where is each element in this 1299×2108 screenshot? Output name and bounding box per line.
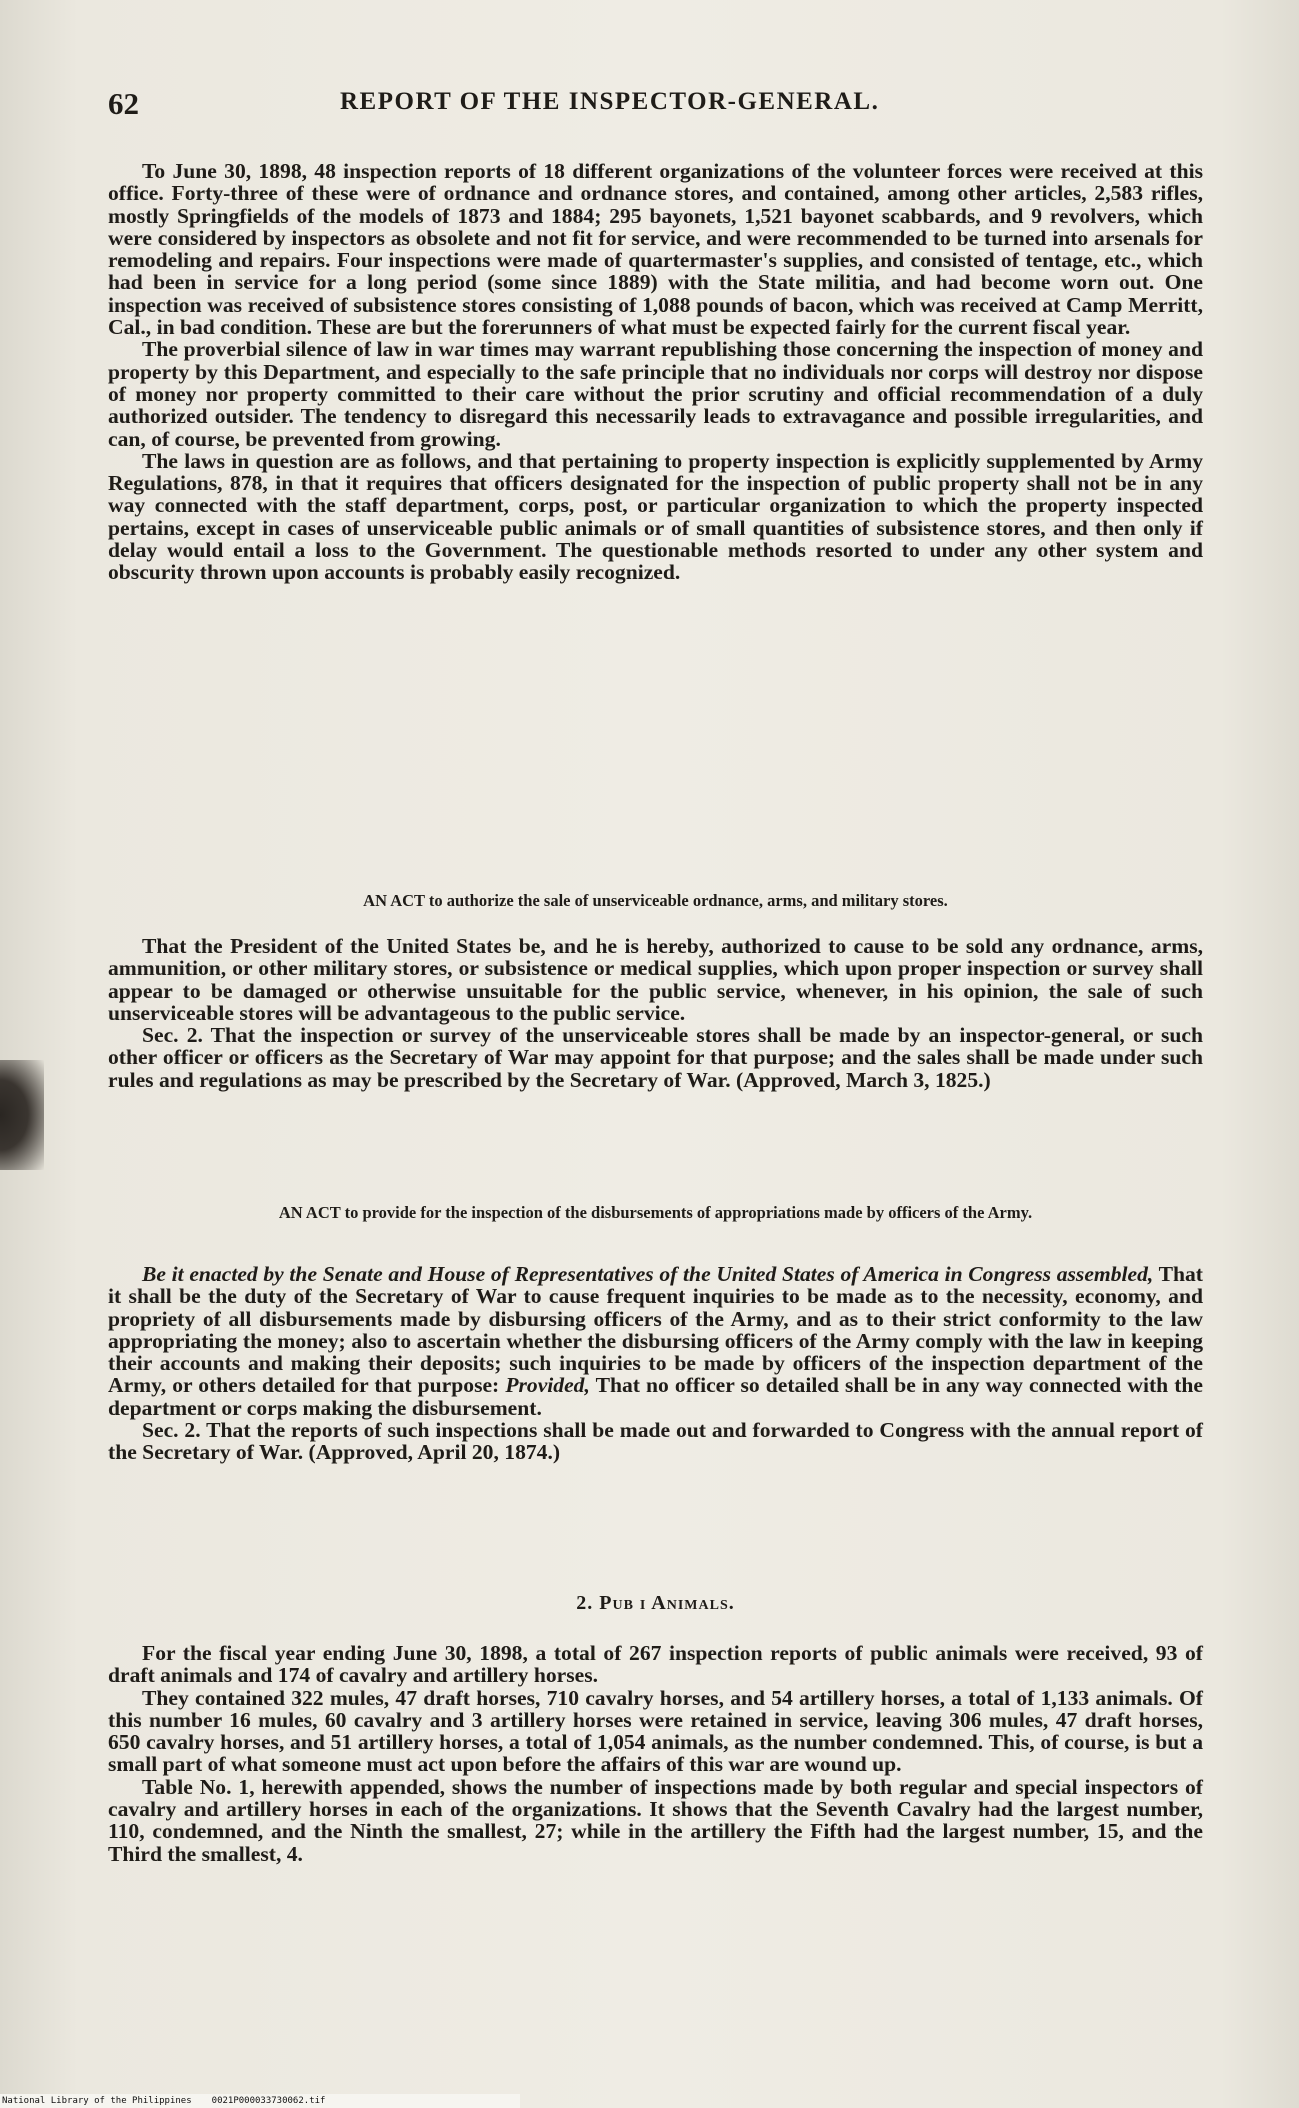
act-1-text <box>108 935 1203 1091</box>
act-2-text <box>108 1263 1203 1464</box>
binding-shadow <box>0 1060 44 1170</box>
act-1-section-1: That the President of the United States be, and he is hereby, authorized to cause to be sold any ordnance, arms, ammunition, or other military stores, or subsistence or medical supplies, which upon proper inspection or survey shall appear to be damaged or otherwise unsuitable for the public service, whenever, in his opinion, the sale of such unserviceable stores will be advantageous to the public service. <box>108 934 1203 1025</box>
act-1-title-block <box>108 891 1203 910</box>
footer-library: National Library of the Philippines <box>2 2096 192 2106</box>
enacting-clause: Be it enacted by the Senate and House of Representatives of the United States of America in Congress assembled, <box>142 1262 1154 1286</box>
paragraph-volunteer-reports: To June 30, 1898, 48 inspection reports of 18 different organizations of the volunteer forces were received at this office. Forty-three of these were of ordnance and ordnance stores, and contained, among other articles, 2,583 rifles, mostly Springfields of the models of 1873 and 1884; 295 bayonets, 1,521 bayonet scabbards, and 9 revolvers, which were considered by inspectors as obsolete and not fit for service, and were recommended to be turned into arsenals for remodeling and repairs. Four inspections were made of quartermaster's supplies, and consisted of tentage, etc., which had been in service for a long period (some since 1889) with the State militia, and had become worn out. One inspection was received of subsistence stores consisting of 1,088 pounds of bacon, which was received at Camp Merritt, Cal., in bad condition. These are but the forerunners of what must be expected fairly for the current fiscal year. <box>108 159 1203 340</box>
paragraph-animal-counts: They contained 322 mules, 47 draft horses, 710 cavalry horses, and 54 artillery horses, a total of 1,133 animals. Of this number 16 mules, 60 cavalry and 3 artillery horses were retained in service, leaving 306 mules, 47 draft horses, 650 cavalry horses, and 51 artillery horses, a total of 1,054 animals, as the number condemned. This, of course, is but a small part of what someone must act upon before the affairs of this war are wound up. <box>108 1685 1203 1777</box>
provided-word: Provided, <box>505 1373 590 1398</box>
paragraph-laws-in-question: The laws in question are as follows, and that pertaining to property inspection is explicitly supplemented by Army Regulations, 878, in that it requires that officers designated for the inspection of public property shall not be in any way connected with the staff department, corps, post, or particular organization to which the property inspected pertains, except in cases of unserviceable public animals or of small quantities of subsistence stores, and then only if delay would entail a loss to the Government. The questionable methods resorted to under any other system and obscurity thrown upon accounts is probably easily recognized. <box>108 448 1203 585</box>
act-2-title-block <box>108 1203 1203 1222</box>
act-2-section-1-text-b: That no officer so detailed shall be in any way connected with the department or corps making the disbursement. <box>108 1373 1203 1420</box>
footer-file: 0021P000033730062.tif <box>211 2096 326 2106</box>
paragraph-silence-of-law: The proverbial silence of law in war times may warrant republishing those concerning the inspection of money and property by this Department, and especially to the safe principle that no individuals nor corps will destroy nor dispose of money nor property committed to their care without the prior scrutiny and official recommendation of a duly authorized outsider. The tendency to disregard this necessarily leads to extravagance and possible irregularities, and can, of course, be prevented from growing. <box>108 337 1203 451</box>
act-2-section-1 <box>108 1263 1203 1419</box>
act-2-section-1-text-a: That it shall be the duty of the Secretary of War to cause frequent inquiries to be made as to the necessity, economy, and propriety of all disbursements made by disbursing officers of the Army, and as to their strict conformity to the law appropriating the money; also to ascertain whether the disbursing officers of the Army comply with the law in keeping their accounts and making their deposits; such inquiries to be made by officers of the inspection department of the Army, or others detailed for that purpose: <box>108 1262 1203 1398</box>
page-header <box>108 86 1203 126</box>
paragraph-table-no-1: Table No. 1, herewith appended, shows the number of inspections made by both regular and special inspectors of cavalry and artillery horses in each of the organizations. It shows that the Seventh Cavalry had the largest number, 110, condemned, and the Ninth the smallest, 27; while in the artillery the Fifth had the largest number, 15, and the Third the smallest, 4. <box>108 1774 1203 1866</box>
act-1-title: AN ACT to authorize the sale of unserviceable ordnance, arms, and military stores. <box>363 891 948 910</box>
section-title: Pub i Animals. <box>599 1592 735 1614</box>
section-number: 2. <box>576 1592 600 1614</box>
act-2-section-2: Sec. 2. That the reports of such inspections shall be made out and forwarded to Congress with the annual report of the Secretary of War. (Approved, April 20, 1874.) <box>108 1418 1203 1465</box>
scan-footer <box>0 2094 520 2108</box>
act-2-title: AN ACT to provide for the inspection of the disbursements of appropriations made by officers of the Army. <box>278 1203 1033 1222</box>
animals-text <box>108 1642 1203 1865</box>
act-1-section-2: Sec. 2. That the inspection or survey of the unserviceable stores shall be made by an inspector-general, or such other officer or officers as the Secretary of War may appoint for that purpose; and the sales shall be made under such rules and regulations as may be prescribed by the Secretary of War. (Approved, March 3, 1825.) <box>108 1023 1203 1092</box>
paragraph-fiscal-year: For the fiscal year ending June 30, 1898, a total of 267 inspection reports of public animals were received, 93 of draft animals and 174 of cavalry and artillery horses. <box>108 1641 1203 1688</box>
intro-text <box>108 160 1203 584</box>
running-title: REPORT OF THE INSPECTOR-GENERAL. <box>340 88 880 115</box>
section-heading <box>108 1592 1203 1615</box>
page-number: 62 <box>108 86 139 121</box>
